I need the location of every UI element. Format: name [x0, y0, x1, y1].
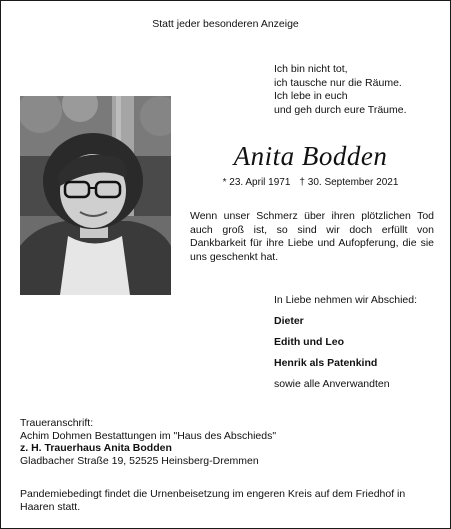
- address-line: Gladbacher Straße 19, 52525 Heinsberg-Dremmen: [20, 454, 259, 467]
- portrait-photo: [20, 96, 171, 295]
- condolence-address: [20, 417, 440, 467]
- notice-header: Statt jeder besonderen Anzeige: [152, 18, 299, 30]
- memorial-text: Wenn unser Schmerz über ihren plötzlichen Tod auch groß ist, so sind wir doch erfüllt von Dankbarkeit für ihre Liebe und Aufopferung, die sie uns geschenkt hat.: [190, 210, 434, 263]
- farewell-intro: In Liebe nehmen wir Abschied:: [274, 294, 418, 306]
- address-heading: Traueranschrift:: [20, 417, 94, 429]
- death-date: † 30. September 2021: [299, 177, 399, 188]
- mourner-name: Henrik als Patenkind: [274, 357, 378, 369]
- poem-line: Ich lebe in euch: [274, 90, 348, 102]
- birth-date: * 23. April 1971: [222, 177, 291, 188]
- farewell-closing: sowie alle Anverwandten: [274, 378, 390, 390]
- poem-line: Ich bin nicht tot,: [274, 63, 348, 75]
- burial-notice: Pandemiebedingt findet die Urnenbeisetzung im engeren Kreis auf dem Friedhof in Haaren statt.: [20, 488, 406, 513]
- life-dates: [171, 177, 450, 188]
- mourner-name: Dieter: [274, 315, 304, 327]
- address-line: z. H. Trauerhaus Anita Bodden: [20, 442, 172, 454]
- deceased-name: Anita Bodden: [233, 141, 388, 171]
- poem-line: ich tausche nur die Räume.: [274, 76, 402, 89]
- poem-line: und geh durch eure Träume.: [274, 103, 407, 116]
- address-line: Achim Dohmen Bestattungen im "Haus des Abschieds": [20, 429, 277, 442]
- poem: [274, 63, 444, 117]
- mourner-name: Edith und Leo: [274, 336, 344, 348]
- farewell-block: [274, 294, 444, 399]
